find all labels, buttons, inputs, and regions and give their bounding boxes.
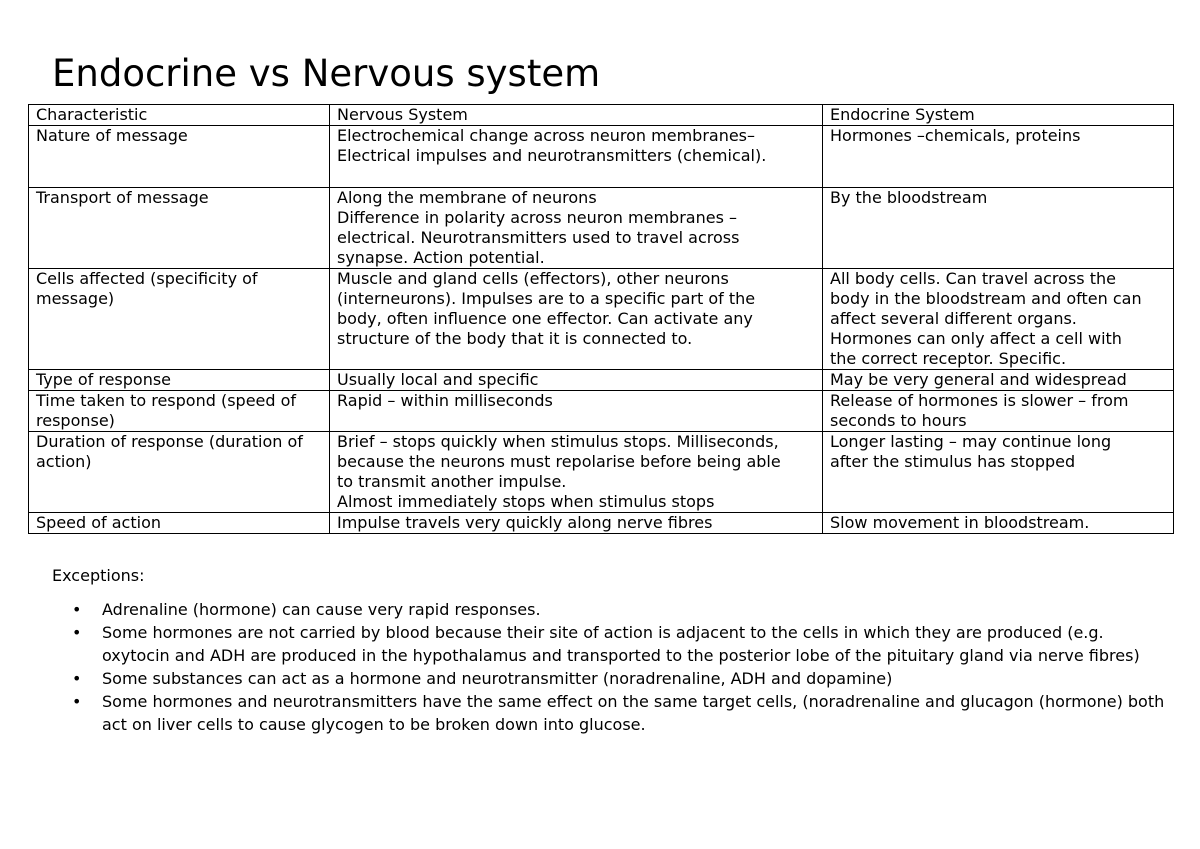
- exceptions-list: [52, 598, 1172, 736]
- table-cell-endocrine: All body cells. Can travel across the body in the bloodstream and often can affect several different organs. Hormones can only affect a cell with the correct receptor. Specific.: [823, 269, 1174, 370]
- list-item-text: Some hormones are not carried by blood because their site of action is adjacent to the cells in which they are produced (e.g. oxytocin and ADH are produced in the hypothalamus and transported to the posterior lobe of the pituitary gland via nerve fibres): [102, 623, 1140, 665]
- table-row: [29, 391, 1174, 432]
- header-endocrine-system: Endocrine System: [823, 105, 1174, 126]
- table-row: [29, 126, 1174, 188]
- table-header-row: [29, 105, 1174, 126]
- table-cell-characteristic: Cells affected (specificity of message): [29, 269, 330, 370]
- exceptions-label: Exceptions:: [52, 566, 145, 585]
- table-cell-characteristic: Time taken to respond (speed of response): [29, 391, 330, 432]
- list-item-text: Adrenaline (hormone) can cause very rapid responses.: [102, 600, 541, 619]
- list-item: [52, 621, 1172, 667]
- header-characteristic: Characteristic: [29, 105, 330, 126]
- bullet-icon: •: [72, 600, 82, 619]
- list-item: [52, 667, 1172, 690]
- table-row: [29, 370, 1174, 391]
- table-cell-characteristic: Transport of message: [29, 188, 330, 269]
- table-cell-nervous: Electrochemical change across neuron membranes– Electrical impulses and neurotransmitters (chemical).: [330, 126, 823, 188]
- table-cell-endocrine: Longer lasting – may continue long after the stimulus has stopped: [823, 432, 1174, 513]
- list-item-text: Some substances can act as a hormone and neurotransmitter (noradrenaline, ADH and dopamine): [102, 669, 893, 688]
- table-cell-nervous: Along the membrane of neurons Difference in polarity across neuron membranes – electrical. Neurotransmitters used to travel across synapse. Action potential.: [330, 188, 823, 269]
- table-cell-characteristic: Type of response: [29, 370, 330, 391]
- table-cell-endocrine: Hormones –chemicals, proteins: [823, 126, 1174, 188]
- table-row: [29, 432, 1174, 513]
- bullet-icon: •: [72, 669, 82, 688]
- header-nervous-system: Nervous System: [330, 105, 823, 126]
- table-row: [29, 269, 1174, 370]
- table-cell-nervous: Rapid – within milliseconds: [330, 391, 823, 432]
- list-item-text: Some hormones and neurotransmitters have the same effect on the same target cells, (noradrenaline and glucagon (hormone) both act on liver cells to cause glycogen to be broken down into glucose.: [102, 692, 1165, 734]
- table-row: [29, 513, 1174, 534]
- table-cell-nervous: Usually local and specific: [330, 370, 823, 391]
- table-cell-characteristic: Nature of message: [29, 126, 330, 188]
- table-cell-nervous: Impulse travels very quickly along nerve fibres: [330, 513, 823, 534]
- table-cell-nervous: Brief – stops quickly when stimulus stops. Milliseconds, because the neurons must repolarise before being able to transmit another impulse. Almost immediately stops when stimulus stops: [330, 432, 823, 513]
- bullet-icon: •: [72, 623, 82, 642]
- table-cell-endocrine: May be very general and widespread: [823, 370, 1174, 391]
- table-cell-endocrine: By the bloodstream: [823, 188, 1174, 269]
- comparison-table: [28, 104, 1174, 534]
- list-item: [52, 598, 1172, 621]
- table-cell-nervous: Muscle and gland cells (effectors), other neurons (interneurons). Impulses are to a specific part of the body, often influence one effector. Can activate any structure of the body that it is connected to.: [330, 269, 823, 370]
- bullet-icon: •: [72, 692, 82, 711]
- table-cell-characteristic: Duration of response (duration of action): [29, 432, 330, 513]
- table-cell-endocrine: Release of hormones is slower – from seconds to hours: [823, 391, 1174, 432]
- table-cell-endocrine: Slow movement in bloodstream.: [823, 513, 1174, 534]
- page-title: Endocrine vs Nervous system: [52, 52, 601, 95]
- table-row: [29, 188, 1174, 269]
- table-cell-characteristic: Speed of action: [29, 513, 330, 534]
- list-item: [52, 690, 1172, 736]
